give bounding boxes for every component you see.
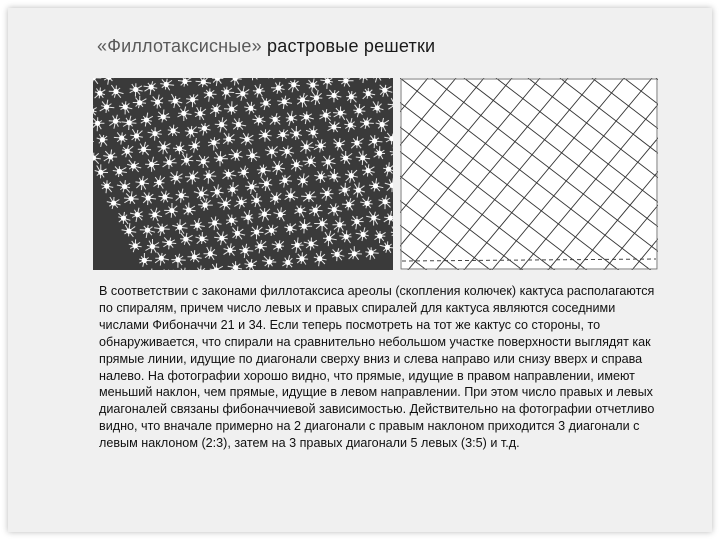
title-accent: «Филлотаксисные»	[97, 36, 262, 56]
cactus-photo	[93, 78, 393, 270]
title-rest: растровые решетки	[261, 36, 436, 56]
slide-title	[97, 36, 435, 57]
lattice-diagram	[400, 78, 658, 270]
body-text: В соответствии с законами филлотаксиса ареолы (скопления колючек) кактуса располагаются по спиралям, причем число левых и правых спиралей для кактуса являются соседними числами Фибоначчи 21 и 34. Если теперь посмотреть на тот же кактус со стороны, то обнаруживается, что спирали на сравнительно небольшом участке поверхности выглядят как прямые линии, идущие по диагонали сверху вниз и слева направо или снизу вверх и справа налево. На фотографии хорошо видно, что прямые, идущие в правом направлении, имеют меньший наклон, чем прямые, идущие в левом направлении. При этом число правых и левых диагоналей связаны фибоначчиевой зависимостью. Действительно на фотографии отчетливо видно, что вначале примерно на 2 диагонали с правым наклоном приходится 3 диагонали с левым наклоном (2:3), затем на 3 правых диагонали 5 левых (3:5) и т.д.	[99, 284, 655, 451]
